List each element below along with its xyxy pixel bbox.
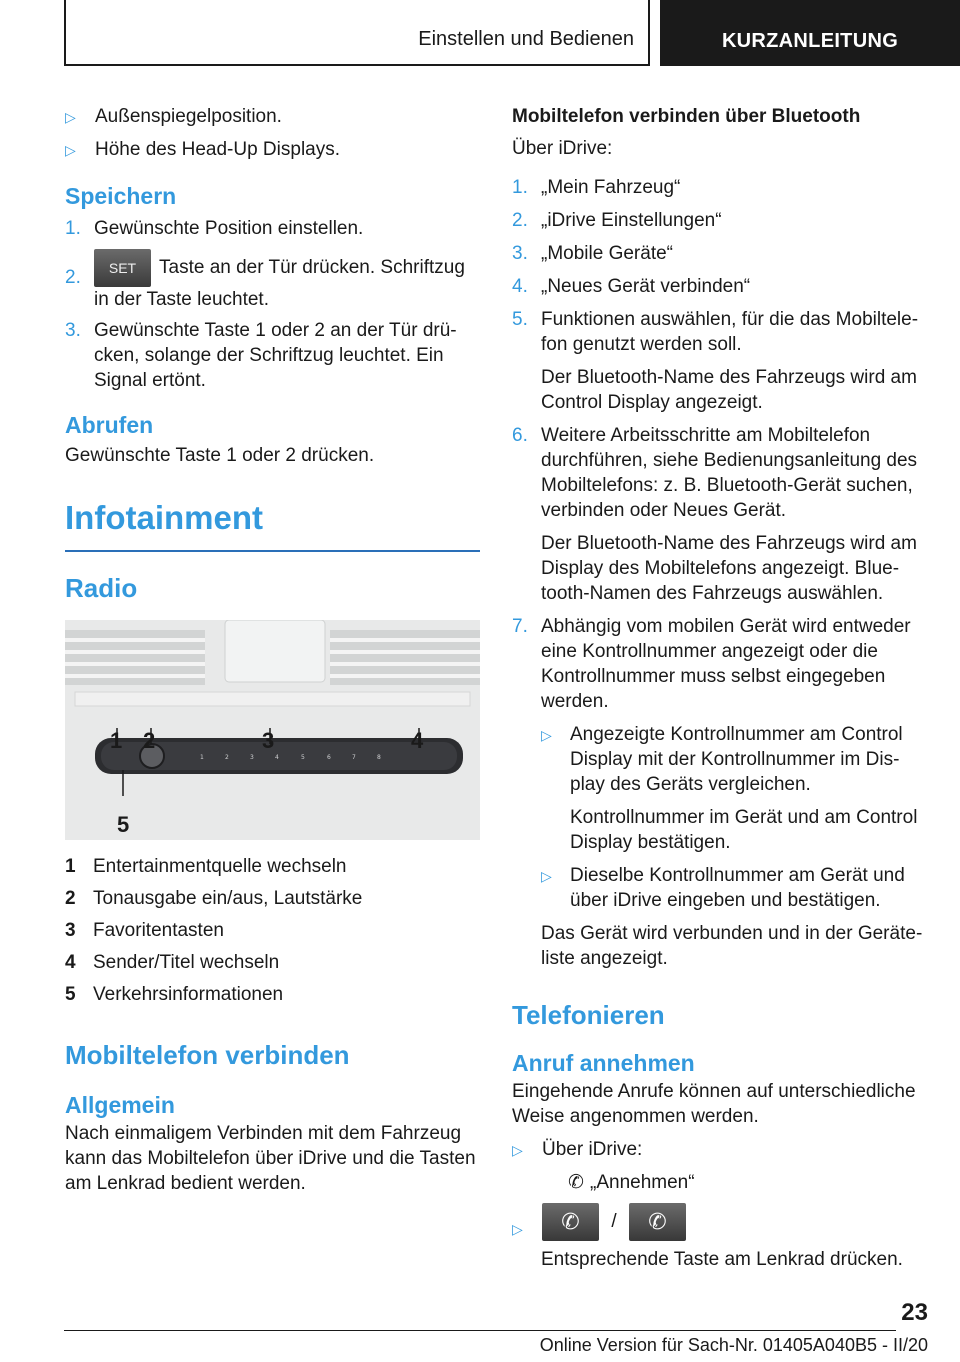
radio-key: 3	[250, 754, 254, 761]
radio-key: 2	[225, 754, 229, 761]
step-item: 2. SET Taste an der Tür drücken. Schriftzug in der Taste leuchtet.	[65, 249, 480, 312]
triangle-right-icon: ▷	[512, 1221, 523, 1237]
page-number: 23	[901, 1299, 928, 1326]
page-header	[64, 0, 960, 66]
section-rule	[65, 550, 480, 552]
step-item: 5. Funktionen auswählen, für die das Mobiltelefon genutzt werden soll.	[512, 309, 919, 355]
list-item: ▷ Über iDrive:	[512, 1137, 924, 1162]
radio-key: 6	[327, 754, 331, 761]
abrufen-text: Gewünschte Taste 1 oder 2 drücken.	[65, 445, 375, 466]
radio-figure	[65, 620, 480, 840]
step-item: 6. Weitere Arbeitsschritte am Mobiltelefon durchführen, siehe Bedienungsanleitung des Mobiltelefons: z. B. Bluetooth-Gerät suchen, verbinden oder Neues Gerät.	[512, 425, 918, 521]
triangle-right-icon: ▷	[512, 1142, 523, 1158]
bluetooth-intro: Über iDrive:	[512, 138, 613, 159]
footer-rule	[64, 1330, 896, 1331]
figure-label: 5	[117, 812, 130, 837]
radio-key: 4	[275, 754, 279, 761]
legend-item: 3 Favoritentasten	[65, 920, 224, 941]
heading-telefonieren: Telefonieren	[512, 1000, 665, 1030]
list-item: ▷ Außenspiegelposition.	[65, 104, 480, 129]
final-note: Das Gerät wird verbunden und in der Geräteliste angezeigt.	[541, 923, 923, 969]
sub-item: ▷ Angezeigte Kontrollnummer am Control Display mit der Kontrollnummer im Display des Geräts vergleichen.	[541, 724, 903, 795]
legend-item: 5 Verkehrsinformationen	[65, 984, 284, 1005]
phone-end-icon: ✆	[629, 1203, 686, 1241]
step-note: Der Bluetooth-Name des Fahrzeugs wird am Display des Mobiltelefons angezeigt. Bluetooth-Namen des Fahrzeugs auswählen.	[541, 533, 917, 604]
step-note: Der Bluetooth-Name des Fahrzeugs wird am Control Display angezeigt.	[541, 367, 917, 413]
step-item: 3. Gewünschte Taste 1 oder 2 an der Tür drücken, solange der Schriftzug leuchtet. Ein Signal ertönt.	[65, 320, 457, 391]
annehmen-line: ✆ „Annehmen“	[568, 1172, 695, 1193]
anruf-text: Eingehende Anrufe können auf unterschiedliche Weise angenommen werden.	[512, 1081, 916, 1127]
radio-key: 1	[200, 754, 204, 761]
radio-key: 7	[352, 754, 356, 761]
radio-key: 5	[301, 754, 305, 761]
heading-anruf: Anruf annehmen	[512, 1050, 695, 1076]
left-column	[65, 104, 480, 1196]
phone-handset-icon: ✆	[568, 1172, 584, 1193]
step-item: 4. „Neues Gerät verbinden“	[512, 276, 751, 297]
set-button: SET	[94, 249, 151, 287]
list-item: ▷ ✆ / ✆	[512, 1203, 924, 1241]
legend-item: 2 Tonausgabe ein/aus, Lautstärke	[65, 888, 363, 909]
triangle-right-icon: ▷	[541, 868, 552, 884]
radio-legend	[65, 854, 480, 1007]
heading-mobiltelefon: Mobiltelefon verbinden	[65, 1040, 350, 1070]
step-item: 2. „iDrive Einstellungen“	[512, 210, 722, 231]
step-item: 3. „Mobile Geräte“	[512, 243, 673, 264]
list-item: ▷ Höhe des Head-Up Displays.	[65, 137, 480, 162]
legend-item: 1 Entertainmentquelle wechseln	[65, 856, 347, 877]
heading-bluetooth: Mobiltelefon verbinden über Bluetooth	[512, 106, 861, 127]
radio-illustration	[65, 620, 480, 840]
triangle-right-icon: ▷	[65, 142, 76, 158]
right-column	[512, 104, 924, 1280]
step-item: 7. Abhängig vom mobilen Gerät wird entweder eine Kontrollnummer angezeigt oder die Kontrollnummer muss selbst eingegeben werden.	[512, 616, 911, 712]
figure-label: 4	[411, 728, 424, 753]
heading-allgemein: Allgemein	[65, 1092, 175, 1118]
figure-label: 2	[143, 728, 156, 753]
step-item: 1. Gewünschte Position einstellen.	[65, 218, 364, 239]
phone-accept-icon: ✆	[542, 1203, 599, 1241]
triangle-right-icon: ▷	[65, 109, 76, 125]
radio-key: 8	[377, 754, 381, 761]
allgemein-text: Nach einmaligem Verbinden mit dem Fahrzeug kann das Mobiltelefon über iDrive und die Tasten am Lenkrad bedient werden.	[65, 1123, 476, 1194]
heading-radio: Radio	[65, 573, 138, 603]
figure-label: 1	[110, 728, 123, 753]
step-item: 1. „Mein Fahrzeug“	[512, 177, 681, 198]
header-chapter-tab: KURZANLEITUNG	[660, 0, 960, 66]
sub-note: Kontrollnummer im Gerät und am Control Display bestätigen.	[570, 807, 918, 853]
footer-text: Online Version für Sach-Nr. 01405A040B5 - II/20	[539, 1335, 928, 1355]
legend-item: 4 Sender/Titel wechseln	[65, 952, 280, 973]
figure-label: 3	[262, 728, 275, 753]
triangle-right-icon: ▷	[541, 727, 552, 743]
lenkrad-text: Entsprechende Taste am Lenkrad drücken.	[541, 1249, 903, 1270]
header-section-title: Einstellen und Bedienen	[418, 28, 634, 50]
heading-infotainment: Infotainment	[65, 499, 263, 536]
heading-speichern: Speichern	[65, 183, 177, 209]
heading-abrufen: Abrufen	[65, 412, 154, 438]
sub-item: ▷ Dieselbe Kontrollnummer am Gerät und über iDrive eingeben und bestätigen.	[541, 865, 905, 911]
